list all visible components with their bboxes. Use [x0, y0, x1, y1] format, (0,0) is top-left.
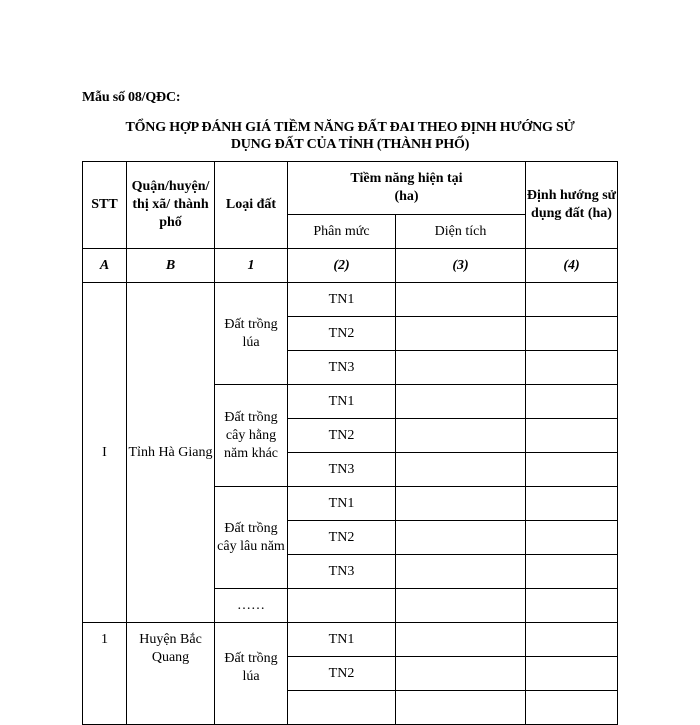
header-district: Quận/huyện/ thị xã/ thành phố	[127, 162, 215, 249]
area-cell[interactable]	[396, 589, 526, 623]
header-orientation: Định hướng sử dụng đất (ha)	[526, 162, 618, 249]
area-cell[interactable]	[396, 351, 526, 385]
level-cell	[288, 691, 396, 725]
header-potential-label: Tiềm năng hiện tại	[350, 171, 463, 186]
level-cell: TN1	[288, 487, 396, 521]
orientation-cell[interactable]	[526, 521, 618, 555]
assessment-table	[82, 161, 618, 725]
title-line-1: TỔNG HỢP ĐÁNH GIÁ TIỀM NĂNG ĐẤT ĐAI THEO ĐỊNH HƯỚNG SỬ	[125, 120, 575, 135]
group-name: Huyện Bắc Quang	[127, 623, 215, 725]
form-number: Mẫu số 08/QĐC:	[82, 90, 181, 105]
group-stt: I	[83, 283, 127, 623]
document-title	[80, 119, 620, 153]
area-cell[interactable]	[396, 419, 526, 453]
orientation-cell[interactable]	[526, 691, 618, 725]
level-cell: TN1	[288, 623, 396, 657]
area-cell[interactable]	[396, 691, 526, 725]
orientation-cell[interactable]	[526, 555, 618, 589]
level-cell: TN3	[288, 351, 396, 385]
level-cell: TN3	[288, 453, 396, 487]
level-cell: TN1	[288, 385, 396, 419]
orientation-cell[interactable]	[526, 589, 618, 623]
area-cell[interactable]	[396, 521, 526, 555]
level-cell[interactable]	[288, 589, 396, 623]
level-cell: TN3	[288, 555, 396, 589]
level-cell: TN1	[288, 283, 396, 317]
header-stt: STT	[83, 162, 127, 249]
area-cell[interactable]	[396, 487, 526, 521]
level-cell: TN2	[288, 317, 396, 351]
land-type-cell: Đất trồng lúa	[215, 623, 288, 725]
column-label-a: A	[83, 249, 127, 283]
area-cell[interactable]	[396, 657, 526, 691]
area-cell[interactable]	[396, 453, 526, 487]
orientation-cell[interactable]	[526, 487, 618, 521]
column-label-1: 1	[215, 249, 288, 283]
group-name: Tỉnh Hà Giang	[127, 283, 215, 623]
area-cell[interactable]	[396, 623, 526, 657]
land-type-cell: Đất trồng cây lâu năm	[215, 487, 288, 589]
group-stt: 1	[83, 623, 127, 725]
column-label-2: (2)	[288, 249, 396, 283]
title-line-2: DỤNG ĐẤT CỦA TỈNH (THÀNH PHỐ)	[230, 137, 470, 152]
land-type-cell: Đất trồng lúa	[215, 283, 288, 385]
level-cell: TN2	[288, 521, 396, 555]
header-land-type: Loại đất	[215, 162, 288, 249]
column-label-b: B	[127, 249, 215, 283]
orientation-cell[interactable]	[526, 283, 618, 317]
header-level: Phân mức	[288, 215, 396, 249]
orientation-cell[interactable]	[526, 317, 618, 351]
level-cell: TN2	[288, 657, 396, 691]
header-potential-unit: (ha)	[394, 189, 419, 204]
column-label-3: (3)	[396, 249, 526, 283]
orientation-cell[interactable]	[526, 351, 618, 385]
header-potential	[288, 162, 526, 215]
area-cell[interactable]	[396, 283, 526, 317]
area-cell[interactable]	[396, 555, 526, 589]
orientation-cell[interactable]	[526, 385, 618, 419]
column-label-4: (4)	[526, 249, 618, 283]
header-area: Diện tích	[396, 215, 526, 249]
orientation-cell[interactable]	[526, 657, 618, 691]
land-type-cell: Đất trồng cây hằng năm khác	[215, 385, 288, 487]
more-land-types: ……	[215, 589, 288, 623]
orientation-cell[interactable]	[526, 453, 618, 487]
area-cell[interactable]	[396, 385, 526, 419]
level-cell: TN2	[288, 419, 396, 453]
orientation-cell[interactable]	[526, 623, 618, 657]
area-cell[interactable]	[396, 317, 526, 351]
orientation-cell[interactable]	[526, 419, 618, 453]
